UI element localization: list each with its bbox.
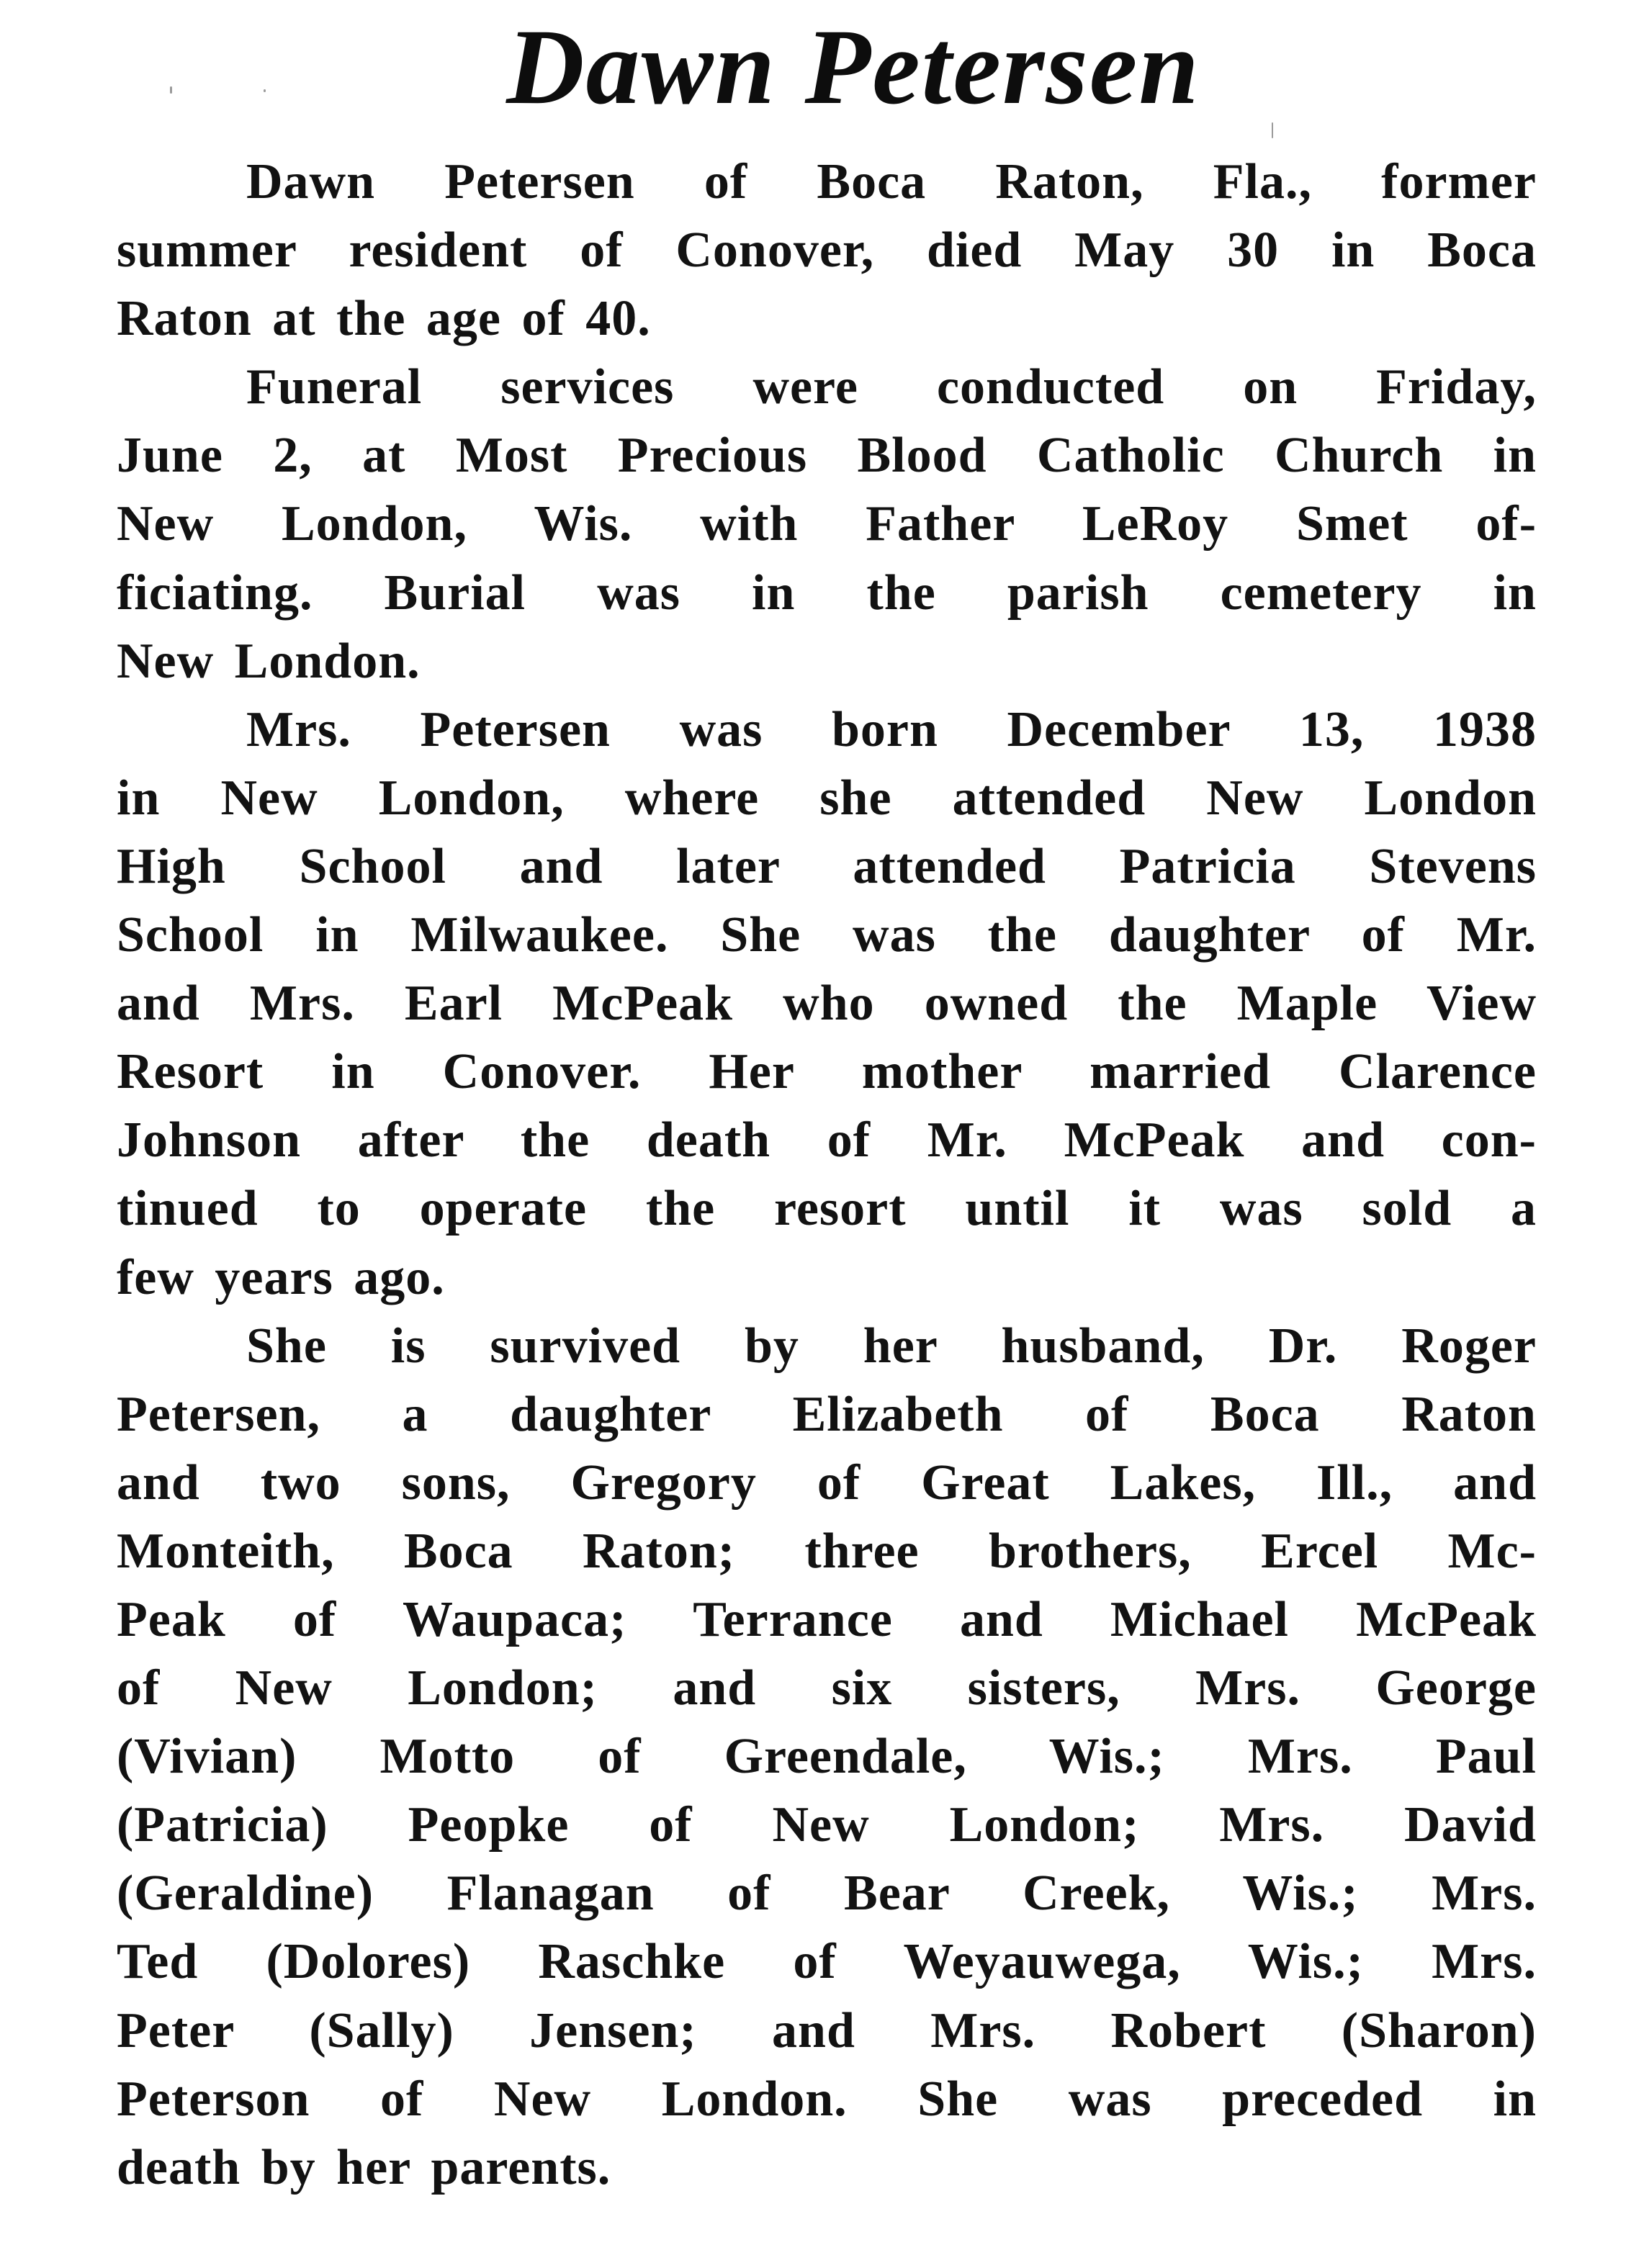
paragraph-survivors — [117, 1312, 1537, 2202]
text-line: (Patricia) Peopke of New London; Mrs. David — [117, 1797, 1537, 1853]
text-line: summer resident of Conover, died May 30 in Boca — [117, 222, 1537, 279]
text-line: Mrs. Petersen was born December 13, 1938 — [246, 701, 1537, 757]
text-line: Dawn Petersen of Boca Raton, Fla., former — [246, 154, 1537, 210]
text-line: and Mrs. Earl McPeak who owned the Maple View — [117, 976, 1537, 1032]
text-line: School in Milwaukee. She was the daughter of Mr. — [117, 907, 1537, 963]
text-line: of New London; and six sisters, Mrs. George — [117, 1660, 1537, 1716]
text-line: June 2, at Most Precious Blood Catholic Church in — [117, 428, 1537, 484]
text-line: She is survived by her husband, Dr. Roger — [246, 1318, 1537, 1374]
text-line: Raton at the age of 40. — [117, 291, 651, 347]
text-line: and two sons, Gregory of Great Lakes, Ill., and — [117, 1454, 1537, 1511]
text-line: Petersen, a daughter Elizabeth of Boca Raton — [117, 1386, 1537, 1442]
text-line: New London, Wis. with Father LeRoy Smet of- — [117, 496, 1537, 552]
text-line: death by her parents. — [117, 2139, 611, 2195]
text-line: Ted (Dolores) Raschke of Weyauwega, Wis.; Mrs. — [117, 1934, 1537, 1990]
paragraph-biography — [117, 696, 1537, 1312]
text-line: tinued to operate the resort until it was sold a — [117, 1181, 1537, 1237]
scan-speck — [170, 86, 172, 94]
text-line: Peter (Sally) Jensen; and Mrs. Robert (Sharon) — [117, 2002, 1537, 2058]
text-line: ficiating. Burial was in the parish cemetery in — [117, 564, 1537, 621]
text-line: New London. — [117, 633, 421, 689]
text-line: Resort in Conover. Her mother married Clarence — [117, 1044, 1537, 1100]
text-line: Monteith, Boca Raton; three brothers, Ercel Mc- — [117, 1523, 1537, 1579]
paragraph-funeral-services — [117, 353, 1537, 695]
text-line: few years ago. — [117, 1249, 445, 1305]
text-line: Johnson after the death of Mr. McPeak and con- — [117, 1112, 1537, 1169]
scan-speck — [264, 89, 266, 92]
text-line: Funeral services were conducted on Friday, — [246, 359, 1537, 415]
text-line: (Geraldine) Flanagan of Bear Creek, Wis.; Mrs. — [117, 1866, 1537, 1922]
obituary-headline: Dawn Petersen — [506, 7, 1200, 127]
obituary-body — [117, 148, 1537, 2202]
text-line: (Vivian) Motto of Greendale, Wis.; Mrs. Paul — [117, 1729, 1537, 1785]
scan-speck — [1272, 122, 1273, 138]
text-line: High School and later attended Patricia Stevens — [117, 838, 1537, 894]
text-line: in New London, where she attended New London — [117, 770, 1537, 826]
text-line: Peak of Waupaca; Terrance and Michael McPeak — [117, 1591, 1537, 1647]
paragraph-death-notice — [117, 148, 1537, 353]
text-line: Peterson of New London. She was preceded in — [117, 2071, 1537, 2127]
